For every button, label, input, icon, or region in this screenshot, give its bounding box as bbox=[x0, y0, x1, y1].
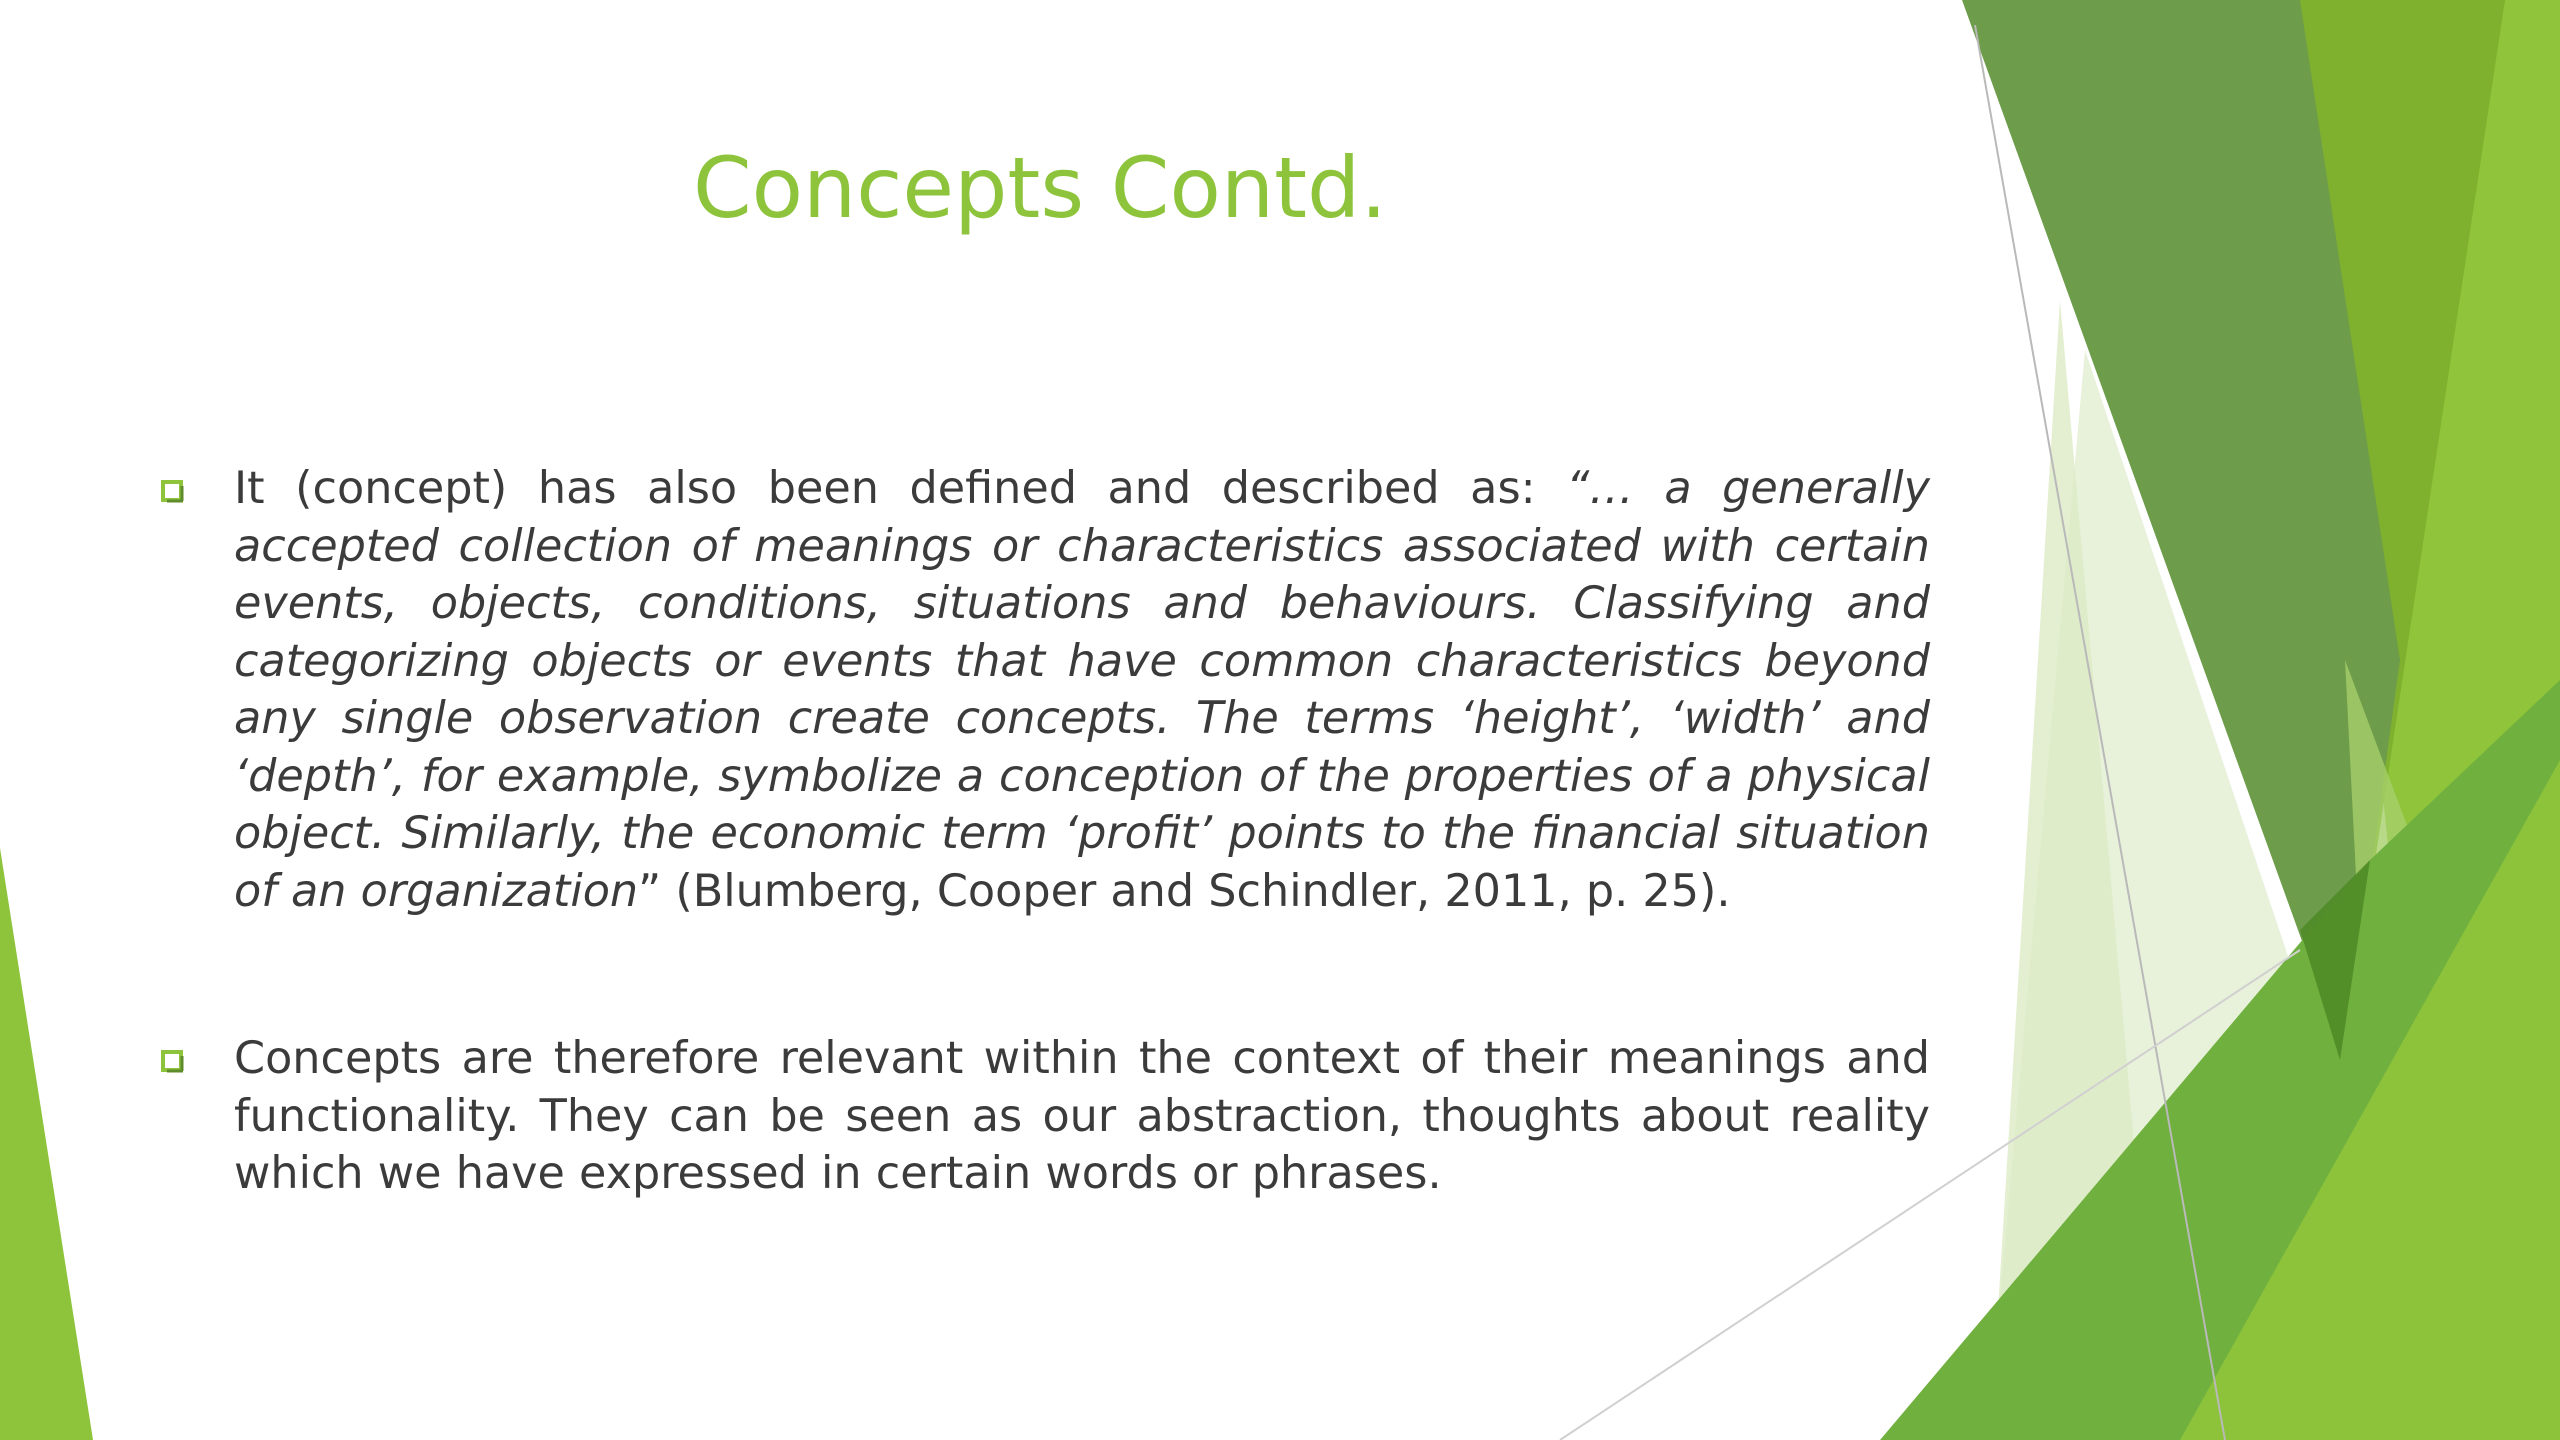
citation-text: Blumberg, Cooper and Schindler, 2011, p. 25). bbox=[692, 865, 1731, 917]
hollow-square-bullet-icon bbox=[160, 479, 184, 503]
definition-lead-text: It (concept) has also been defined and described as: bbox=[234, 463, 1567, 514]
relevance-text: Concepts are therefore relevant within the context of their meanings and functionality. They can be seen as our abstraction, thoughts about reality which we have expressed in certain words or phrases. bbox=[234, 1033, 1930, 1199]
bullet-item-definition bbox=[160, 460, 1930, 920]
slide-title: Concepts Contd. bbox=[692, 139, 1388, 237]
quote-close: ” ( bbox=[638, 865, 693, 917]
quote-body: a generally accepted collection of meanings or characteristics associated with certain events, objects, conditions, situations and behaviours. Classifying and categorizing objects or events that have common characteristics beyond any single observation create concepts. The terms ‘height’, ‘width’ and ‘depth’, for example, symbolize a conception of the properties of a physical object. Similarly, the economic term ‘profit’ points to the financial situation of an organization bbox=[234, 463, 1930, 917]
bullet-list bbox=[160, 460, 1930, 1203]
hollow-square-bullet-icon bbox=[160, 1049, 184, 1073]
left-green-sliver bbox=[0, 848, 93, 1440]
quote-open: “… bbox=[1566, 463, 1665, 514]
bullet-item-relevance bbox=[160, 1030, 1930, 1203]
